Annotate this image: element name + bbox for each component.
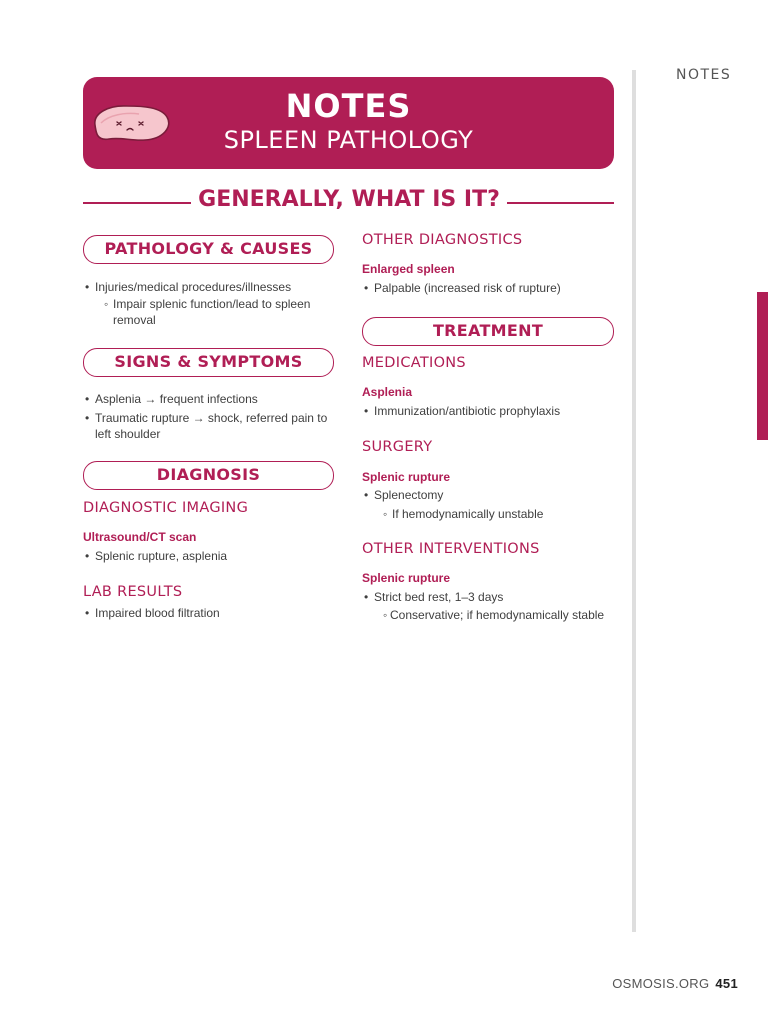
diagnostic-imaging-title: DIAGNOSTIC IMAGING <box>83 500 249 516</box>
other-interventions-title: OTHER INTERVENTIONS <box>362 541 540 557</box>
lab-results-title: LAB RESULTS <box>83 584 183 600</box>
surgery-bullet: • Splenectomy <box>364 487 624 504</box>
medications-title: MEDICATIONS <box>362 355 466 371</box>
pathology-bullet: • Injuries/medical procedures/illnesses <box>85 279 325 296</box>
notes-divider <box>632 70 636 932</box>
surgery-list <box>364 487 624 522</box>
other-interventions-bullet: • Strict bed rest, 1–3 days <box>364 589 626 606</box>
title-rule-left <box>83 202 191 204</box>
pathology-header: PATHOLOGY & CAUSES <box>83 235 334 264</box>
notes-label: NOTES <box>676 67 732 83</box>
surgery-title: SURGERY <box>362 439 433 455</box>
other-interventions-list <box>364 589 626 623</box>
other-diagnostics-title: OTHER DIAGNOSTICS <box>362 232 523 248</box>
footer-site: OSMOSIS.ORG <box>612 976 710 991</box>
signs-bullet-2: • Traumatic rupture → shock, referred pain to left shoulder <box>85 410 335 443</box>
medications-bullet: • Immunization/antibiotic prophylaxis <box>364 403 624 420</box>
signs-header: SIGNS & SYMPTOMS <box>83 348 334 377</box>
lab-list <box>85 605 335 622</box>
pathology-list <box>85 279 325 329</box>
lab-bullet: • Impaired blood filtration <box>85 605 335 622</box>
other-interventions-sub-bullet: ◦ Conservative; if hemodynamically stable <box>364 607 626 624</box>
header-banner <box>83 77 614 169</box>
section-title: GENERALLY, WHAT IS IT? <box>198 187 500 212</box>
surgery-sub-bullet: ◦ If hemodynamically unstable <box>364 506 624 523</box>
imaging-list <box>85 548 335 565</box>
other-diagnostics-list <box>364 280 624 297</box>
page-number: 451 <box>715 976 738 991</box>
banner-title: NOTES <box>285 87 412 125</box>
title-rule-right <box>507 202 614 204</box>
signs-list <box>85 391 335 443</box>
diagnosis-header: DIAGNOSIS <box>83 461 334 490</box>
signs-bullet-1: • Asplenia → frequent infections <box>85 391 335 408</box>
other-diagnostics-label: Enlarged spleen <box>362 262 455 276</box>
imaging-bullet: • Splenic rupture, asplenia <box>85 548 335 565</box>
medications-label: Asplenia <box>362 385 413 399</box>
medications-list <box>364 403 624 420</box>
page-footer <box>612 976 738 991</box>
other-interventions-label: Splenic rupture <box>362 571 451 585</box>
treatment-header: TREATMENT <box>362 317 614 346</box>
side-tab <box>757 292 768 440</box>
other-diagnostics-bullet: • Palpable (increased risk of rupture) <box>364 280 624 297</box>
surgery-label: Splenic rupture <box>362 470 451 484</box>
imaging-label: Ultrasound/CT scan <box>83 530 197 544</box>
pathology-sub-bullet: ◦ Impair splenic function/lead to spleen removal <box>85 296 325 329</box>
banner-subtitle: SPLEEN PATHOLOGY <box>223 126 474 154</box>
